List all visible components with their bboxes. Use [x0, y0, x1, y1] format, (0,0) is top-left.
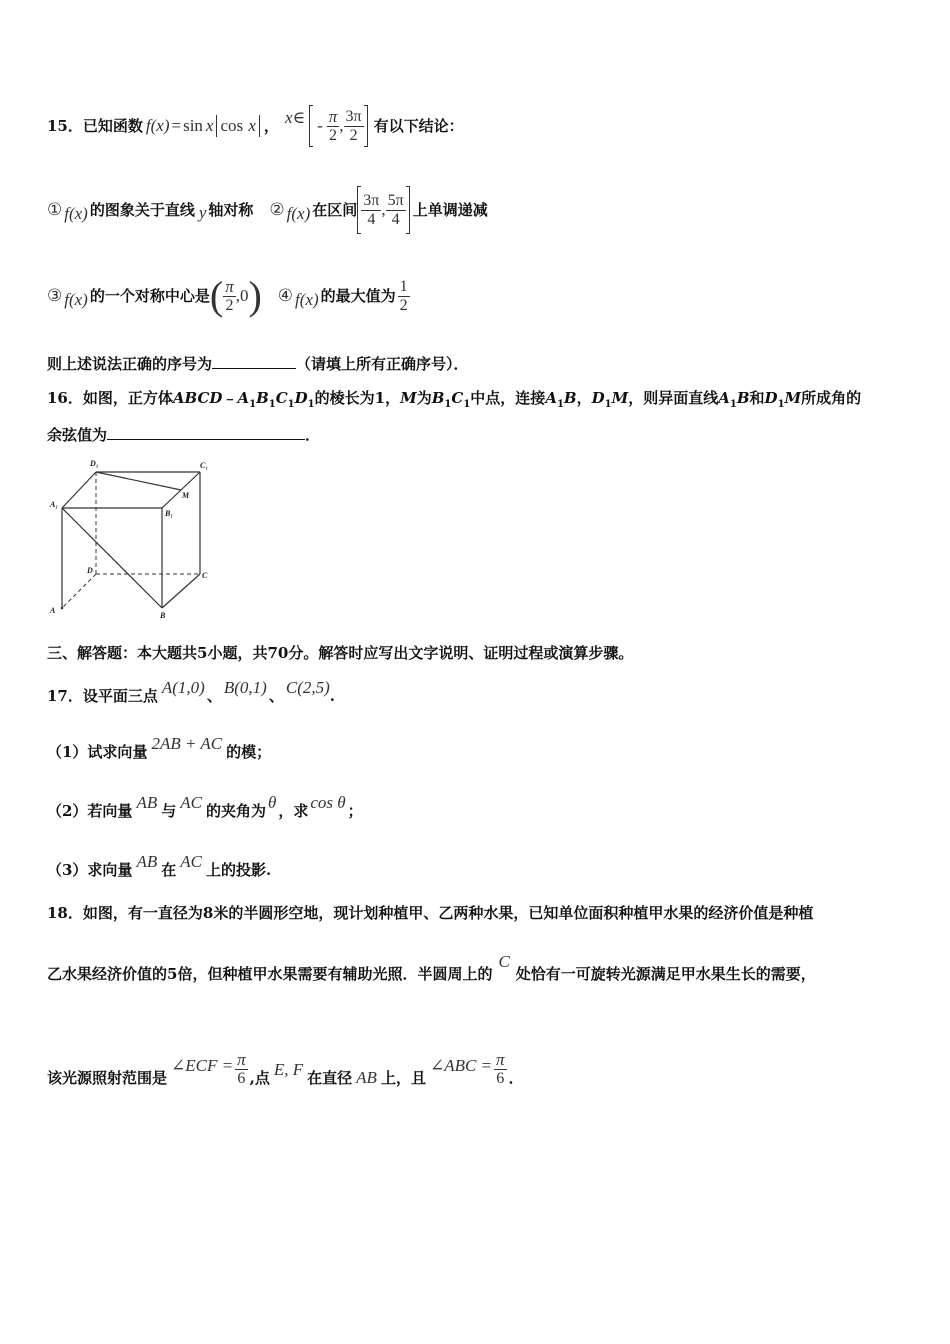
q17-point-C: C(2,5)	[285, 678, 330, 697]
q18-line-2: 乙水果经济价值的5倍，但种植甲水果需要有辅助光照．半圆周上的 C 处恰有一可旋转光源满足甲水果生长的需要，	[47, 952, 816, 983]
q17-point-B: B(0,1)	[223, 678, 267, 697]
label-A: A	[50, 606, 56, 615]
q16-statement: 16．如图，正方体$ABCD﹣A_1B_1C_1D_1$的棱长为1，M为$B_1C_1$中点，连接$A_1B$，$D_1M$，则异面直线$A_1B$和$D_1M$所成角的	[47, 389, 862, 410]
q18-line-1: 18．如图，有一直径为8米的半圆形空地，现计划种植甲、乙两种水果，已知单位面积种植甲水果的经济价值是种植	[47, 904, 814, 922]
q15-func: f(x)	[145, 116, 170, 135]
label-D1: D₁	[90, 459, 99, 468]
q15-number: 15．	[47, 117, 83, 135]
q17-part-1: （1）试求向量 2AB + AC 的模；	[47, 734, 272, 761]
q17-part-2: （2）若向量 AB 与 AC 的夹角为 θ ，求 cos θ ；	[47, 793, 363, 820]
q17-part-3: （3）求向量 AB 在 AC 上的投影.	[47, 852, 272, 879]
q15-frac-pi-2: $\frac{\pi}{2}$	[225, 276, 234, 314]
label-B1: B₁	[165, 509, 174, 518]
section-3-heading: 三、解答题：本大题共5小题，共70分。解答时应写出文字说明、证明过程或演算步骤。	[47, 644, 634, 662]
q15-conclusions-1-2: ① f(x) 的图象关于直线 y 轴对称 ② f(x) 在区间 $\frac{3\pi}{4}$ , $\frac{5\pi}{4}$ 上单调递减	[47, 184, 488, 236]
label-A1: A₁	[50, 500, 59, 509]
q15-conclusions-3-4: ③ f(x) 的一个对称中心是 ( $\frac{\pi}{2}$ , 0 ) ④ f(x) 的最大值为 $\frac{1}{2}$	[47, 273, 408, 318]
cube-figure	[44, 456, 214, 624]
q15-answer-blank[interactable]	[212, 368, 296, 369]
q17-statement: 17． 设平面三点 A(1,0) 、 B(0,1) 、 C(2,5) .	[47, 678, 336, 705]
q18-line-3: 该光源照射范围是 ∠ECF = $\frac{\pi}{6}$ ,点 E, F 在直径 AB 上，且 ∠ABC = $\frac{\pi}{6}$ ．	[47, 1050, 524, 1087]
q15-frac-neg-pi-2: $\frac{\pi}{2}$	[328, 106, 338, 144]
label-B: B	[160, 611, 166, 620]
q15-intro: 已知函数	[82, 117, 143, 135]
q16-answer-blank[interactable]	[107, 439, 305, 440]
q18-frac-pi-6-b: $\frac{\pi}{6}$	[496, 1050, 505, 1087]
label-C1: C₁	[200, 461, 209, 470]
label-C: C	[202, 571, 208, 580]
label-M: M	[182, 491, 190, 500]
q18-frac-pi-6-a: $\frac{\pi}{6}$	[237, 1050, 246, 1087]
q17-point-A: A(1,0)	[161, 678, 205, 697]
q15-frac-5pi-4: $\frac{5\pi}{4}$	[387, 191, 404, 228]
q15-frac-3pi-4: $\frac{3\pi}{4}$	[363, 191, 380, 228]
q15-answer-prompt: 则上述说法正确的序号为 （请填上所有正确序号）．	[47, 355, 469, 373]
q15-frac-1-2: $\frac{1}{2}$	[399, 277, 408, 314]
label-D: D	[87, 566, 93, 575]
q15-statement: 15． 已知函数 f(x) = sin x cos x ， x ∈ - $\frac{\pi}{2}$ , $\frac{3\pi}{2}$ 有以下结论：	[47, 100, 464, 152]
q16-statement-line2: 余弦值为 ．	[47, 426, 321, 444]
q15-frac-3pi-2: $\frac{3\pi}{2}$	[345, 107, 362, 144]
